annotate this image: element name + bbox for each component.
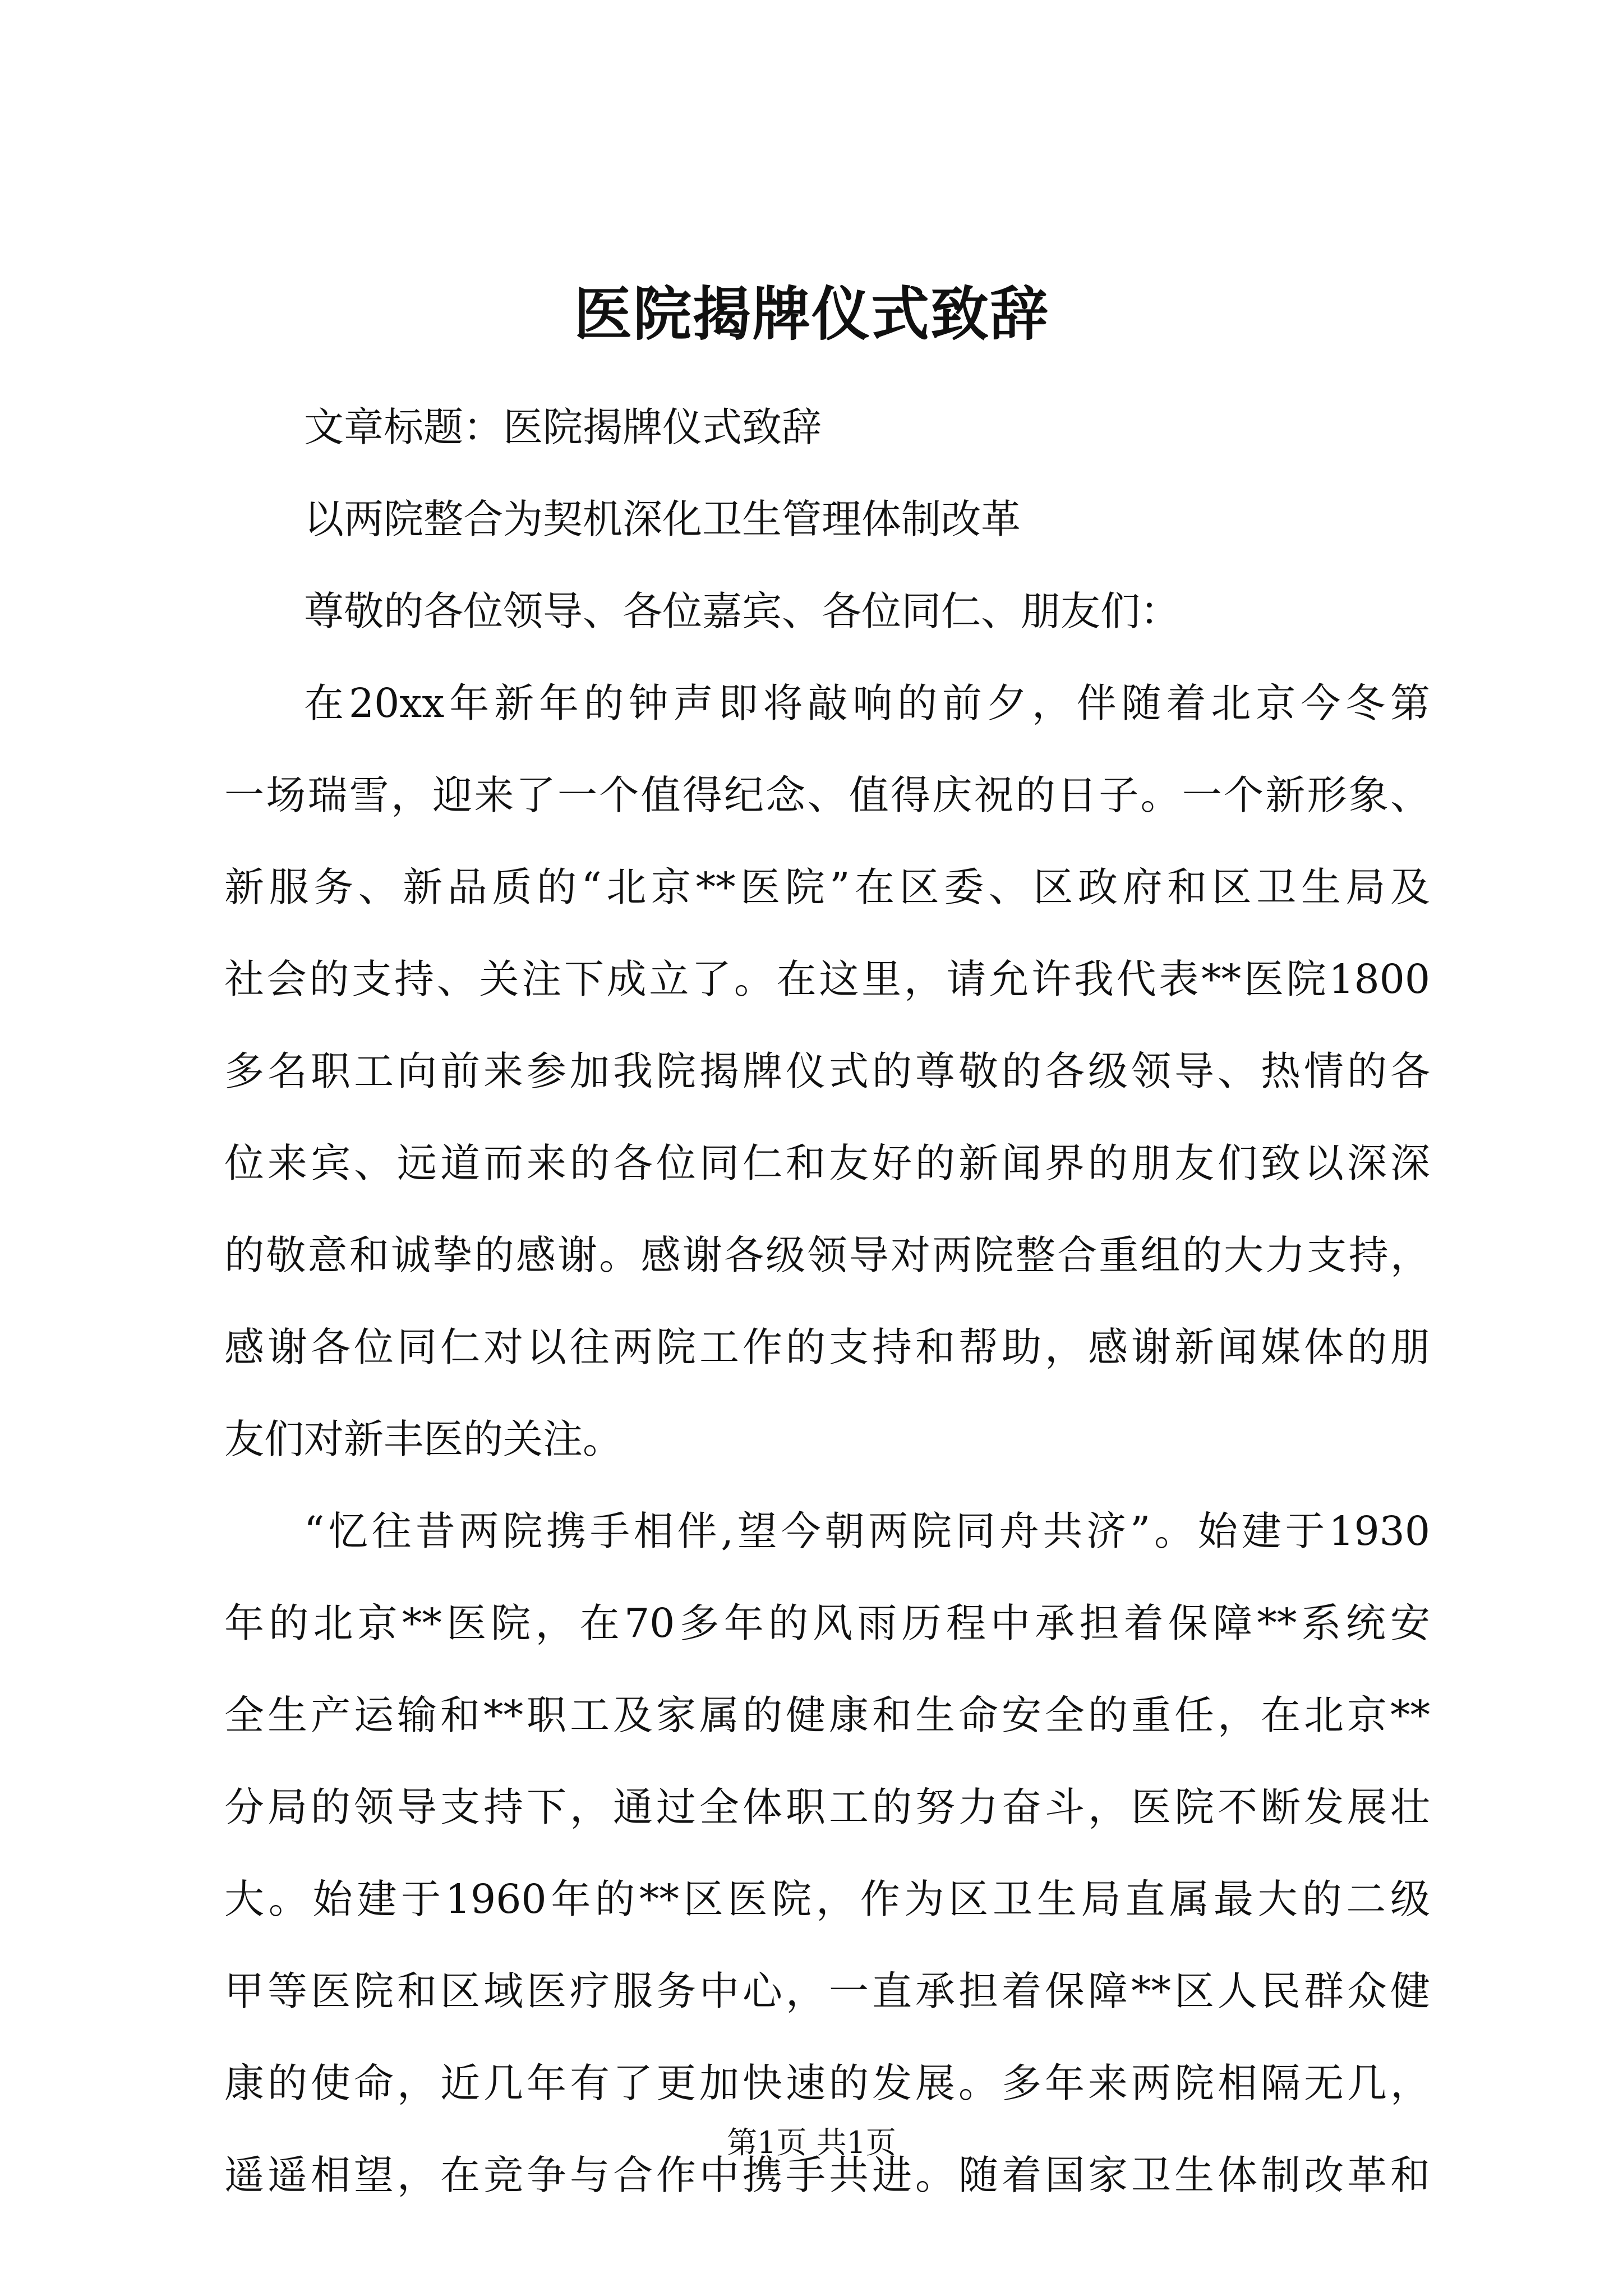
body-line: 感谢各位同仁对以往两院工作的支持和帮助，感谢新闻媒体的朋	[224, 1324, 1430, 1370]
body-line: 友们对新丰医的关注。	[224, 1416, 623, 1462]
body-line: 康的使命，近几年有了更加快速的发展。多年来两院相隔无几，	[224, 2060, 1430, 2106]
document-body	[224, 381, 1430, 2221]
body-line: 大。始建于1960年的**区医院，作为区卫生局直属最大的二级	[224, 1876, 1430, 1922]
body-line: 的敬意和诚挚的感谢。感谢各级领导对两院整合重组的大力支持，	[224, 1232, 1430, 1278]
body-line: 一场瑞雪，迎来了一个值得纪念、值得庆祝的日子。一个新形象、	[224, 772, 1430, 818]
body-line: 遥遥相望，在竞争与合作中携手共进。随着国家卫生体制改革和	[224, 2152, 1430, 2198]
body-line: 在20xx年新年的钟声即将敲响的前夕，伴随着北京今冬第	[304, 680, 1430, 726]
body-line: 全生产运输和**职工及家属的健康和生命安全的重任，在北京**	[224, 1692, 1430, 1738]
body-line: 社会的支持、关注下成立了。在这里，请允许我代表**医院1800	[224, 956, 1430, 1002]
body-line: 以两院整合为契机深化卫生管理体制改革	[304, 496, 1021, 542]
page-footer: 第1页 共1页	[727, 2125, 896, 2160]
body-line: 位来宾、远道而来的各位同仁和友好的新闻界的朋友们致以深深	[224, 1140, 1430, 1186]
body-line: 甲等医院和区域医疗服务中心，一直承担着保障**区人民群众健	[224, 1968, 1430, 2014]
body-line: 年的北京**医院，在70多年的风雨历程中承担着保障**系统安	[224, 1600, 1430, 1646]
body-line: 文章标题：医院揭牌仪式致辞	[304, 404, 822, 450]
body-line: 尊敬的各位领导、各位嘉宾、各位同仁、朋友们：	[304, 588, 1181, 634]
body-line: 分局的领导支持下，通过全体职工的努力奋斗，医院不断发展壮	[224, 1784, 1430, 1830]
body-line: 新服务、新品质的“北京**医院”在区委、区政府和区卫生局及	[224, 864, 1430, 910]
body-line: 多名职工向前来参加我院揭牌仪式的尊敬的各级领导、热情的各	[224, 1048, 1430, 1094]
body-line: “忆往昔两院携手相伴,望今朝两院同舟共济”。始建于1930	[304, 1508, 1430, 1554]
document-title: 医院揭牌仪式致辞	[573, 279, 1049, 348]
